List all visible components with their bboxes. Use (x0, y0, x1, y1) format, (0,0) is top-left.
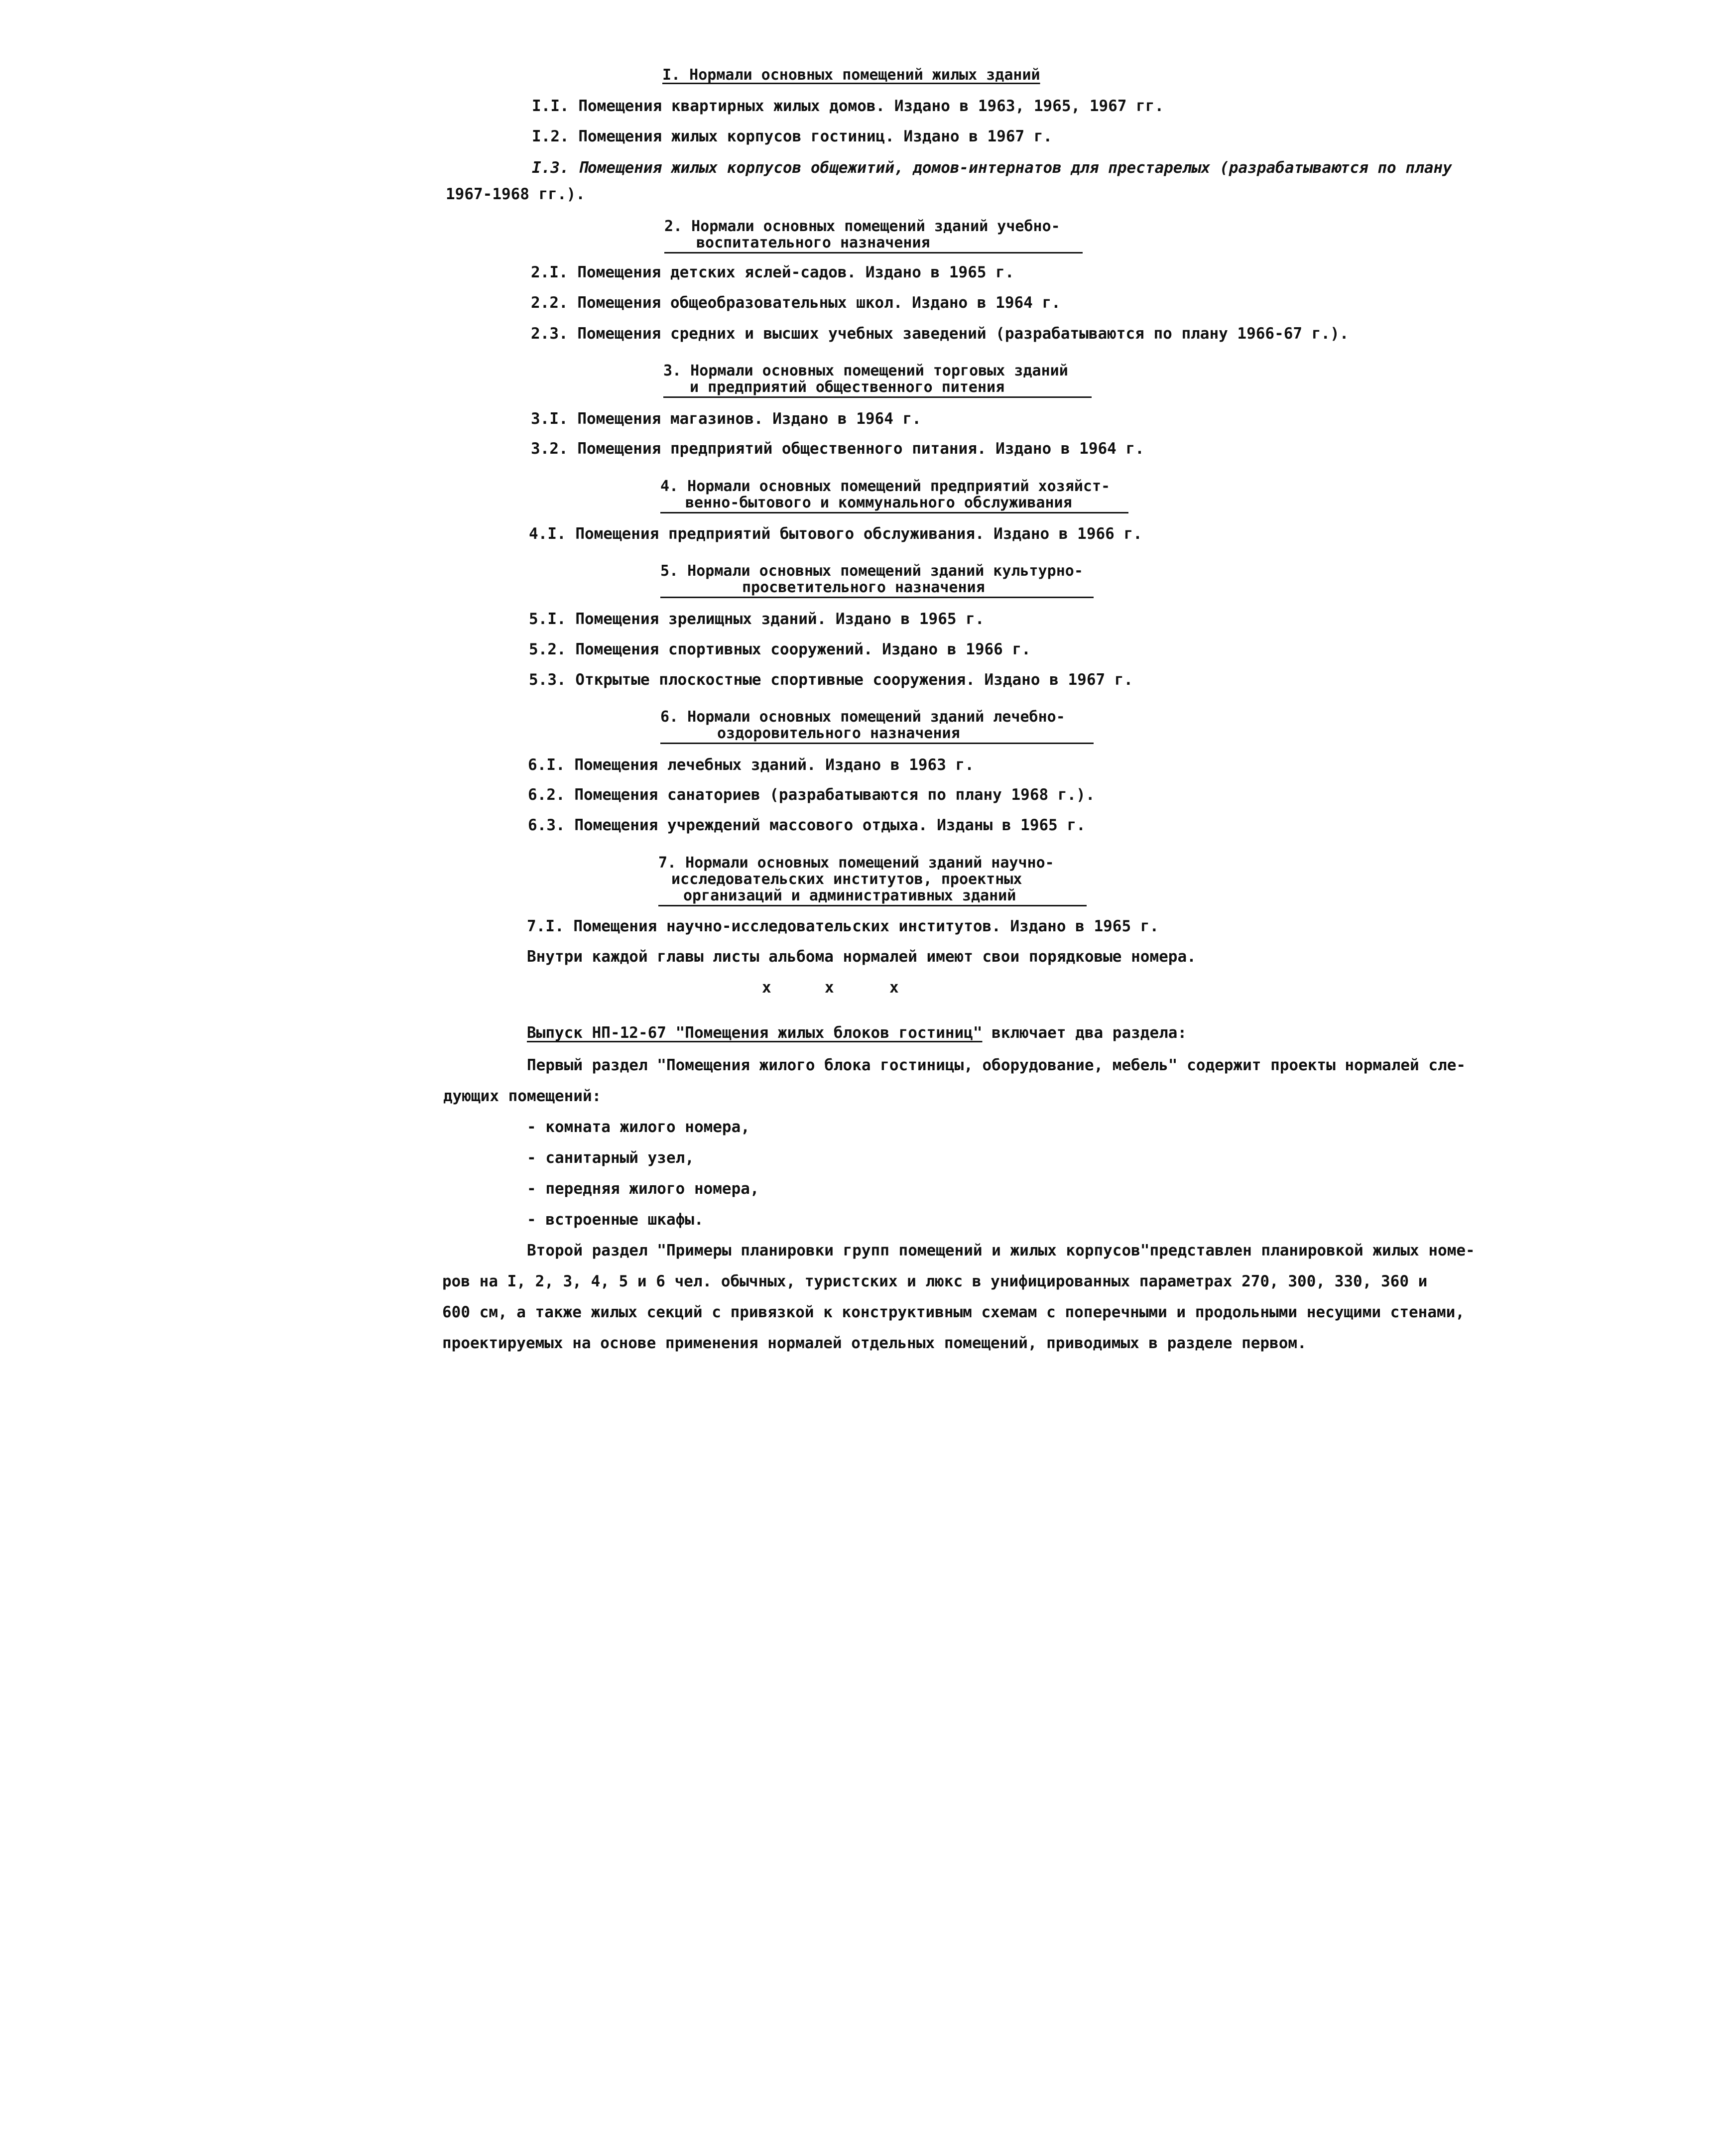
section-7-heading-rule (658, 905, 1087, 906)
section-7-heading-line-1: 7. Нормали основных помещений зданий научно- (658, 854, 1054, 872)
section-7-heading-line-3: организаций и административных зданий (683, 887, 1016, 904)
paragraph-2-line-4: проектируемых на основе применения нормалей отдельных помещений, приводимых в разделе первом. (442, 1334, 1307, 1352)
list-item-3: - передняя жилого номера, (527, 1180, 759, 1198)
release-title: Выпуск НП-12-67 "Помещения жилых блоков гостиниц" (527, 1024, 983, 1042)
section-2-heading-rule (664, 252, 1083, 253)
section-6-heading-rule (660, 743, 1094, 744)
section-4-heading-rule (660, 512, 1128, 513)
item-5-3: 5.3. Открытые плоскостные спортивные сооружения. Издано в 1967 г. (529, 671, 1133, 689)
item-1-3-cont: 1967-1968 гг.). (446, 185, 585, 203)
item-2-3: 2.3. Помещения средних и высших учебных заведений (разрабатываются по плану 1966-67 г.). (531, 325, 1349, 343)
separator-mark-1: x (762, 979, 771, 997)
item-1-1: I.I. Помещения квартирных жилых домов. Издано в 1963, 1965, 1967 гг. (532, 97, 1164, 115)
list-item-4: - встроенные шкафы. (527, 1211, 704, 1229)
section-7-heading-line-2: исследовательских институтов, проектных (671, 871, 1022, 888)
section-5-heading-line-1: 5. Нормали основных помещений зданий культурно- (660, 562, 1083, 580)
item-3-1: 3.I. Помещения магазинов. Издано в 1964 г. (531, 410, 921, 428)
list-item-2: - санитарный узел, (527, 1149, 694, 1167)
separator-mark-3: x (889, 979, 899, 997)
paragraph-1-line-2: дующих помещений: (443, 1087, 602, 1105)
section-6-heading-line-1: 6. Нормали основных помещений зданий лечебно- (660, 708, 1065, 726)
section-5-heading-rule (660, 597, 1094, 598)
item-1-2: I.2. Помещения жилых корпусов гостиниц. Издано в 1967 г. (532, 127, 1053, 145)
section-1-heading: I. Нормали основных помещений жилых зданий (662, 66, 1040, 84)
item-6-3: 6.3. Помещения учреждений массового отдыха. Изданы в 1965 г. (528, 816, 1086, 834)
item-2-1: 2.I. Помещения детских яслей-садов. Издано в 1965 г. (531, 263, 1014, 281)
item-6-1: 6.I. Помещения лечебных зданий. Издано в 1963 г. (528, 756, 974, 774)
section-4-heading-line-1: 4. Нормали основных помещений предприятий хозяйст- (660, 478, 1111, 495)
paragraph-2-line-2: ров на I, 2, 3, 4, 5 и 6 чел. обычных, туристских и люкс в унифицированных параметрах 270, 300, 330, 360 и (442, 1272, 1428, 1290)
item-1-3: I.3. Помещения жилых корпусов общежитий, домов-интернатов для престарелых (разрабатываются по плану (532, 159, 1452, 177)
note-text: Внутри каждой главы листы альбома нормалей имеют свои порядковые номера. (527, 948, 1196, 966)
separator-mark-2: x (825, 979, 834, 997)
section-4-heading-line-2: венно-бытового и коммунального обслуживания (685, 494, 1072, 511)
release-title-rest: включает два раздела: (982, 1024, 1187, 1042)
item-4-1: 4.I. Помещения предприятий бытового обслуживания. Издано в 1966 г. (529, 525, 1142, 543)
item-5-2: 5.2. Помещения спортивных сооружений. Издано в 1966 г. (529, 640, 1031, 658)
paragraph-1-line-1: Первый раздел "Помещения жилого блока гостиницы, оборудование, мебель" содержит проекты нормалей сле- (527, 1056, 1466, 1074)
paragraph-2-line-1: Второй раздел "Примеры планировки групп помещений и жилых корпусов"представлен планировкой жилых номе- (527, 1242, 1475, 1260)
item-6-2: 6.2. Помещения санаториев (разрабатываются по плану 1968 г.). (528, 786, 1095, 804)
paragraph-2-line-3: 600 см, а также жилых секций с привязкой к конструктивным схемам с поперечными и продольными несущими стенами, (442, 1303, 1465, 1321)
item-3-2: 3.2. Помещения предприятий общественного питания. Издано в 1964 г. (531, 440, 1144, 458)
release-title-line (527, 1025, 1187, 1041)
list-item-1: - комната жилого номера, (527, 1118, 750, 1136)
item-7-1: 7.I. Помещения научно-исследовательских институтов. Издано в 1965 г. (527, 917, 1159, 935)
section-3-heading-line-2: и предприятий общественного питения (690, 378, 1005, 396)
item-5-1: 5.I. Помещения зрелищных зданий. Издано в 1965 г. (529, 610, 985, 628)
section-3-heading-rule (663, 396, 1092, 398)
section-3-heading-line-1: 3. Нормали основных помещений торговых зданий (663, 362, 1068, 379)
item-2-2: 2.2. Помещения общеобразовательных школ. Издано в 1964 г. (531, 294, 1061, 312)
section-6-heading-line-2: оздоровительного назначения (717, 725, 960, 742)
section-2-heading-line-1: 2. Нормали основных помещений зданий учебно- (664, 218, 1060, 235)
section-5-heading-line-2: просветительного назначения (742, 579, 985, 596)
section-2-heading-line-2: воспитательного назначения (696, 234, 930, 252)
